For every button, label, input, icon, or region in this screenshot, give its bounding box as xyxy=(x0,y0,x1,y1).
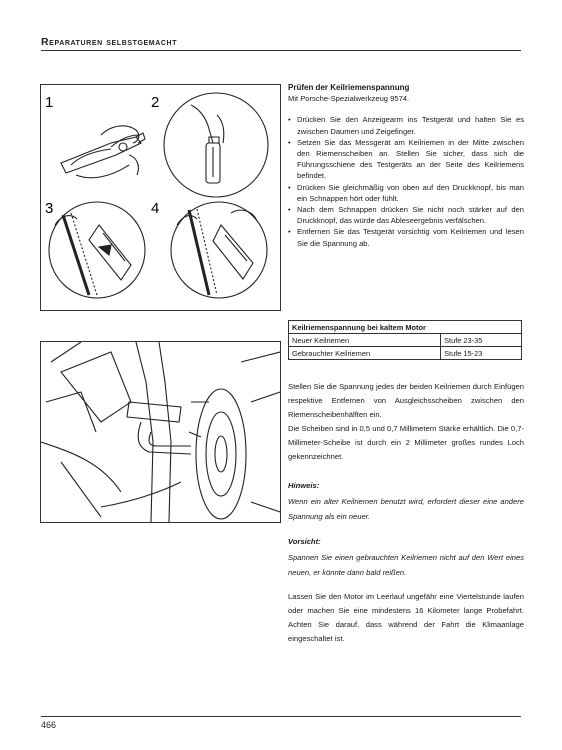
step-4-drawing xyxy=(171,202,267,298)
instruction-item: • Drücken Sie gleichmäßig von oben auf den Druckknopf, bis man ein Schnappen hört oder fühlt. xyxy=(288,182,524,204)
instruction-item: • Drücken Sie den Anzeigearm ins Testgerät und halten Sie es zwischen Daumen und Zeigefinger. xyxy=(288,114,524,136)
table-cell-label: Gebrauchter Keilriemen xyxy=(289,347,441,360)
table-cell-label: Neuer Keilriemen xyxy=(289,334,441,347)
hint-text: Wenn ein alter Keilriemen benutzt wird, erfordert dieser eine andere Spannung als ein neuer. xyxy=(288,497,524,521)
table-cell-value: Stufe 23-35 xyxy=(441,334,522,347)
section-subtitle: Mit Porsche-Spezialwerkzeug 9574. xyxy=(288,94,410,104)
instruction-item: • Setzen Sie das Messgerät am Keilriemen in der Mitte zwischen den Riemenscheiben an. Stellen Sie sicher, dass sich die Führungsschiene des Testgeräts an der Seite des Keilriemens befindet. xyxy=(288,137,524,182)
header-divider xyxy=(41,50,521,51)
step-3-drawing xyxy=(49,202,145,298)
instruction-list xyxy=(288,114,524,248)
table-row xyxy=(289,347,522,360)
step-label-1: 1 xyxy=(45,94,54,111)
hint-label: Hinweis: xyxy=(288,481,320,490)
paragraph-test-drive: Lassen Sie den Motor im Leerlauf ungefähr eine Viertelstunde laufen oder machen Sie eine mindestens 16 Kilometer lange Probefahrt. Achten Sie darauf, dass während der Fahrt die Klimaanlage eingeschaltet ist. xyxy=(288,592,524,643)
footer-divider xyxy=(41,716,521,717)
step-label-3: 3 xyxy=(45,200,54,217)
paragraph-shim-sizes: Die Scheiben sind in 0,5 und 0,7 Millimetern Stärke erhältlich. Die 0,7-Millimeter-Scheibe ist durch ein 2 Millimeter großes rundes Loch gekennzeichnet. xyxy=(288,424,524,461)
instruction-column xyxy=(288,82,524,249)
table-row xyxy=(289,334,522,347)
caution-label: Vorsicht: xyxy=(288,537,321,546)
belt-tension-table xyxy=(288,320,522,360)
paragraph-shim-adjust: Stellen Sie die Spannung jedes der beiden Keilriemen durch Einfügen respektive Entfernen von Ausgleichsscheiben zwischen den Riemenscheibenhälften ein. xyxy=(288,382,524,419)
instruction-item: • Nach dem Schnappen drücken Sie nicht noch stärker auf den Druckknopf, das würde das Ableseergebnis verfälschen. xyxy=(288,204,524,226)
caution-text: Spannen Sie einen gebrauchten Keilriemen nicht auf den Wert eines neuen, er könnte dann bald reißen. xyxy=(288,553,524,577)
step-2-drawing xyxy=(164,93,268,197)
table-cell-value: Stufe 15-23 xyxy=(441,347,522,360)
step-label-4: 4 xyxy=(151,200,160,217)
running-header-title: Reparaturen selbstgemacht xyxy=(41,36,178,48)
belt-tension-steps-illustration xyxy=(40,84,281,311)
section-title: Prüfen der Keilriemenspannung xyxy=(288,83,410,92)
step-label-2: 2 xyxy=(151,94,160,111)
step-1-drawing xyxy=(61,126,145,178)
table-header: Keilriemenspannung bei kaltem Motor xyxy=(289,321,522,334)
engine-bay-shim-illustration xyxy=(40,341,281,523)
instruction-item: • Entfernen Sie das Testgerät vorsichtig vom Keilriemen und lesen Sie die Spannung ab. xyxy=(288,226,524,248)
page-number: 466 xyxy=(41,720,57,730)
